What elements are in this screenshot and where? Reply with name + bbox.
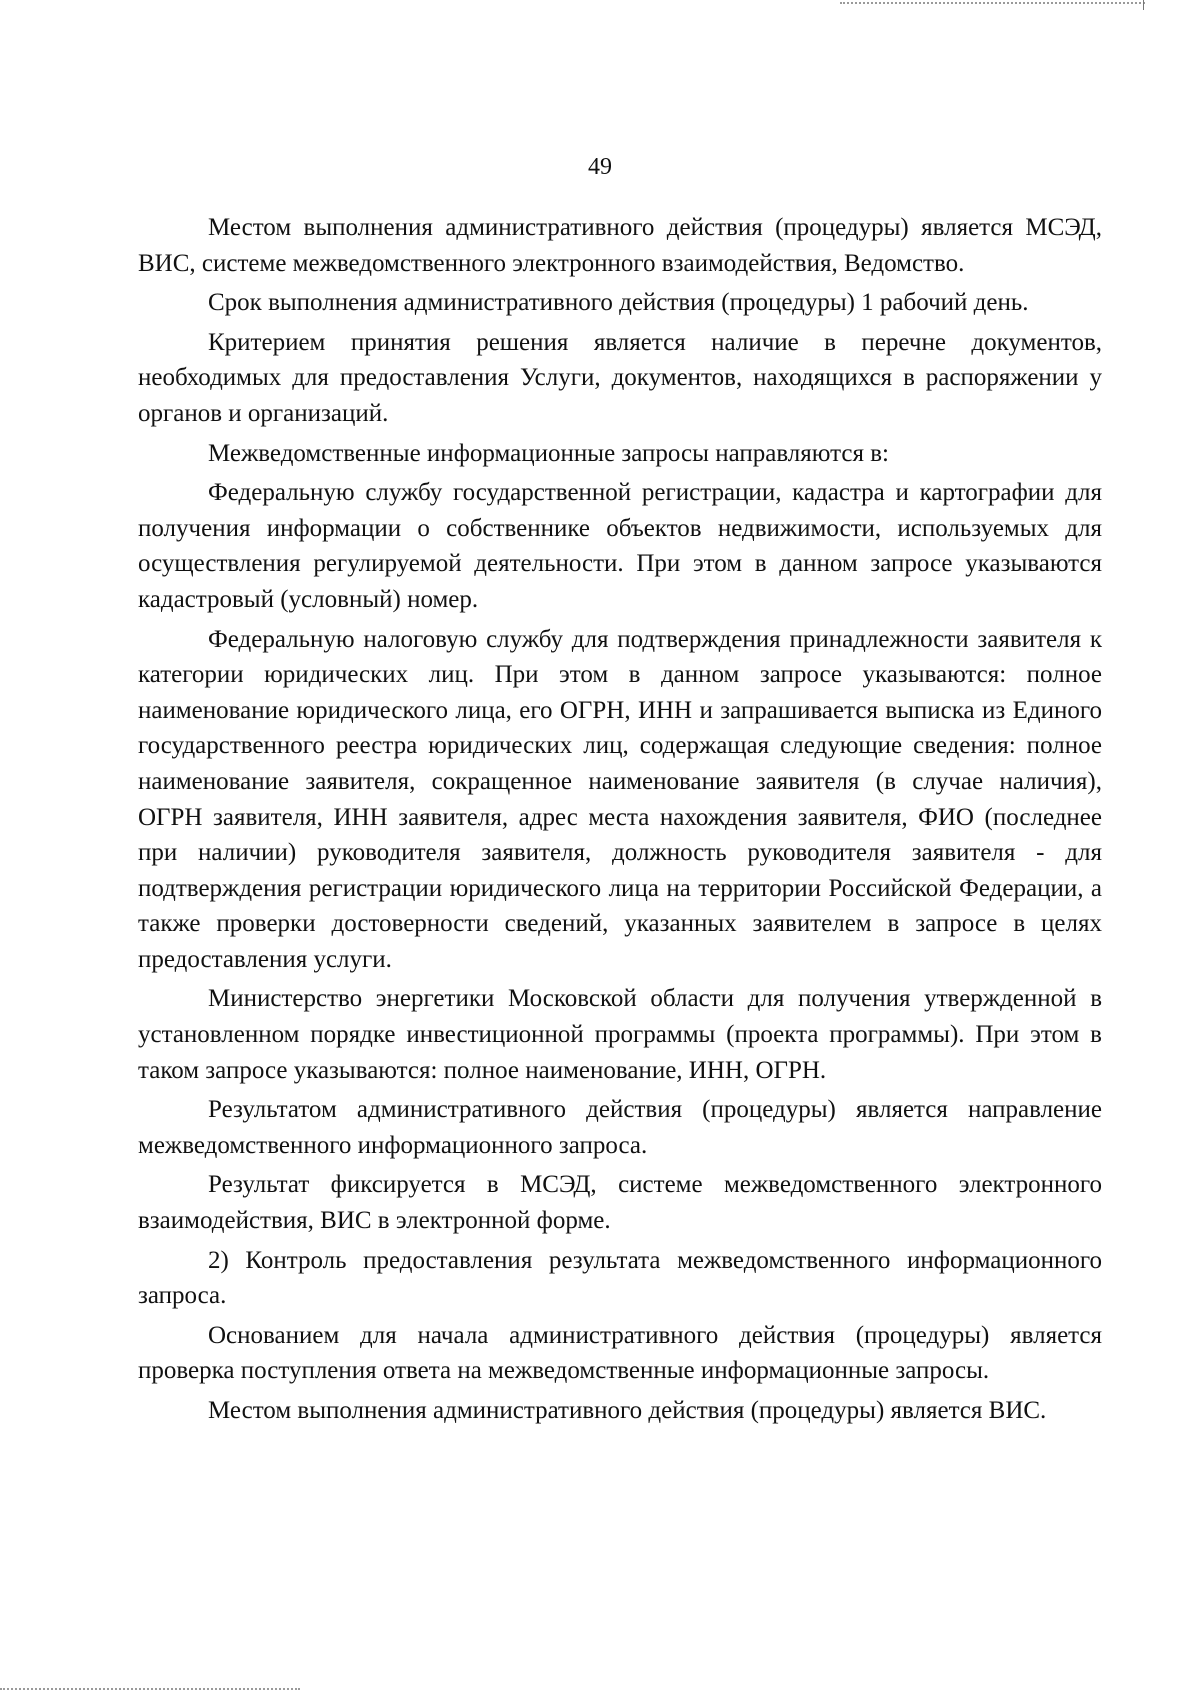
paragraph-deadline: Срок выполнения административного действия (процедуры) 1 рабочий день.	[208, 289, 1029, 317]
paragraph-basis: Основанием для начала административного действия (процедуры) является проверка поступления ответа на межведомственные информационные запросы.	[138, 1321, 1102, 1385]
paragraph-rosreestr: Федеральную службу государственной регистрации, кадастра и картографии для получения информации о собственнике объектов недвижимости, используемых для осуществления регулируемой деятельности. При этом в данном запросе указываются кадастровый (условный) номер.	[138, 479, 1102, 613]
scan-edge-bottom	[0, 1688, 300, 1690]
paragraph-result: Результатом административного действия (процедуры) является направление межведомственного информационного запроса.	[138, 1096, 1102, 1159]
paragraph-control-heading: 2) Контроль предоставления результата межведомственного информационного запроса.	[138, 1246, 1102, 1310]
paragraph-requests-directed-to: Межведомственные информационные запросы направляются в:	[208, 439, 889, 467]
body-text	[138, 210, 1102, 1433]
page-number: 49	[588, 154, 612, 180]
paragraph-place-of-action: Местом выполнения административного действия (процедуры) является МСЭД, ВИС, системе межведомственного электронного взаимодействия, Ведомство.	[138, 214, 1102, 277]
paragraph-energy-ministry: Министерство энергетики Московской области для получения утвержденной в установленном порядке инвестиционной программы (проекта программы). При этом в таком запросе указываются: полное наименование, ИНН, ОГРН.	[138, 985, 1102, 1084]
scan-edge-top	[840, 2, 1145, 4]
scan-edge-tick	[1143, 0, 1144, 10]
paragraph-place-vis: Местом выполнения административного действия (процедуры) является ВИС.	[208, 1397, 1047, 1424]
paragraph-tax-service: Федеральную налоговую службу для подтверждения принадлежности заявителя к категории юридических лиц. При этом в данном запросе указываются: полное наименование юридического лица, его ОГРН, ИНН и запрашивается выписка из Единого государственного реестра юридических лиц, содержащая следующие сведения: полное наименование заявителя, сокращенное наименование заявителя (в случае наличия), ОГРН заявителя, ИНН заявителя, адрес места нахождения заявителя, ФИО (последнее при наличии) руководителя заявителя, должность руководителя заявителя - для подтверждения регистрации юридического лица на территории Российской Федерации, а также проверки достоверности сведений, указанных заявителем в запросе в целях предоставления услуги.	[138, 625, 1102, 973]
paragraph-decision-criterion: Критерием принятия решения является наличие в перечне документов, необходимых для предоставления Услуги, документов, находящихся в распоряжении у органов и организаций.	[138, 328, 1102, 427]
paragraph-result-recorded: Результат фиксируется в МСЭД, системе межведомственного электронного взаимодействия, ВИС в электронной форме.	[138, 1171, 1102, 1235]
